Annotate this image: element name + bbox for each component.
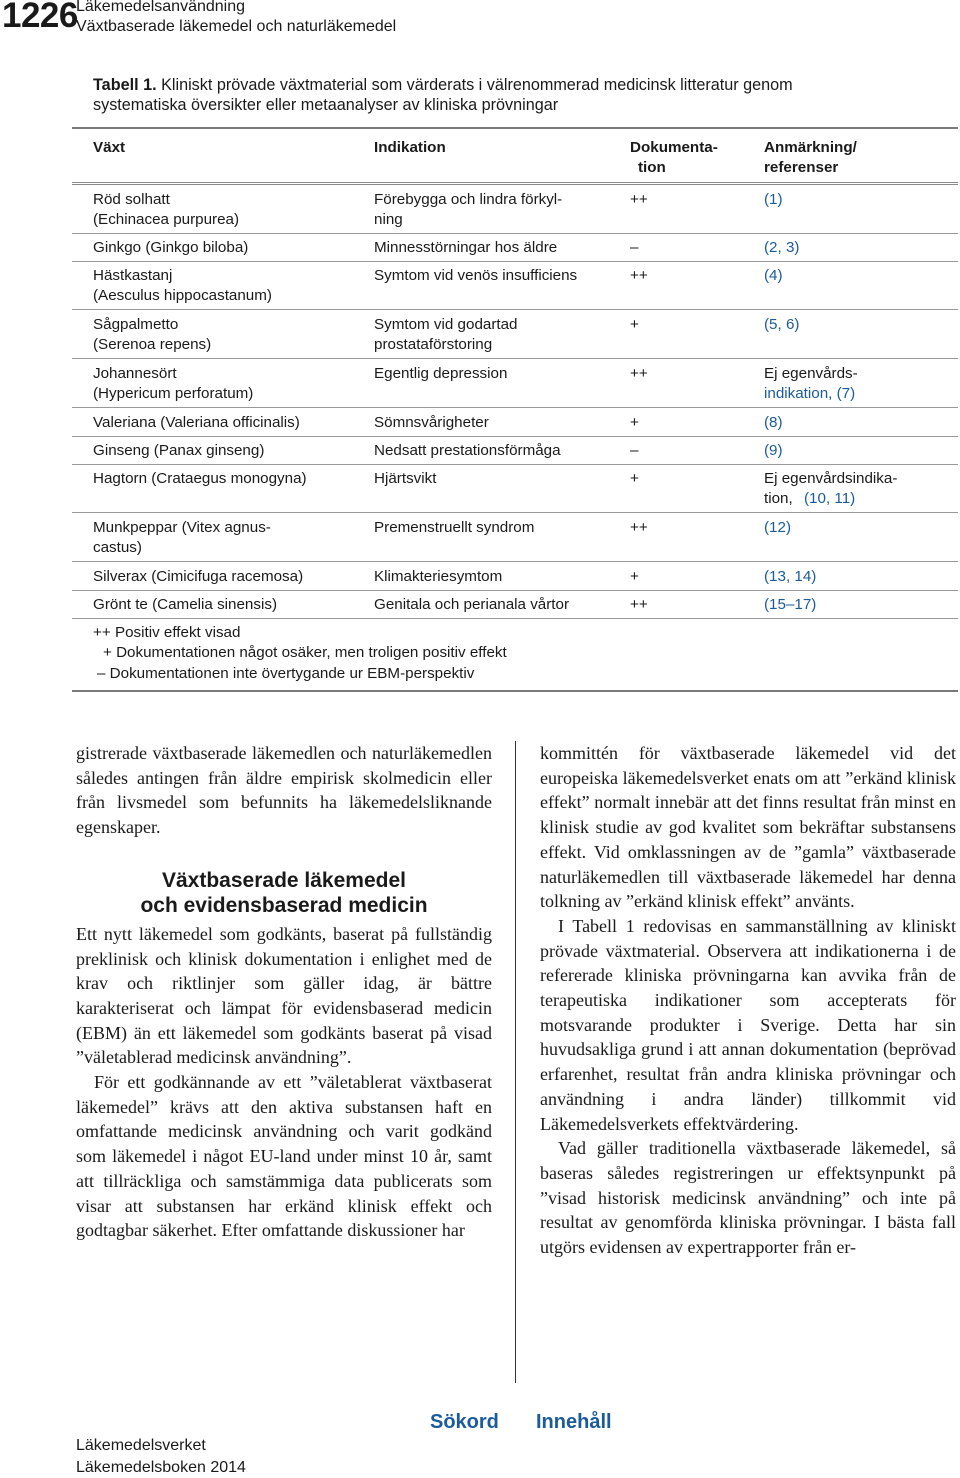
table-row-plant: Ginkgo (Ginkgo biloba) xyxy=(93,239,249,256)
table-row-plant: Grönt te (Camelia sinensis) xyxy=(93,596,278,613)
row-divider xyxy=(72,407,958,408)
table-row-documentation: + xyxy=(630,316,639,333)
table-row-plant: Valeriana (Valeriana officinalis) xyxy=(93,414,300,431)
table-row-indication: Egentlig depression xyxy=(374,365,508,382)
table-row-plant: Sågpalmetto (Serenoa repens) xyxy=(93,316,212,353)
header-indication: Indikation xyxy=(374,139,446,156)
header-documentation-line2: tion xyxy=(638,159,666,176)
table-row-documentation: ++ xyxy=(630,365,648,382)
row-divider xyxy=(72,261,958,262)
row-divider xyxy=(72,561,958,562)
body-paragraph: Vad gäller traditionella växtbaserade läkemedel, så baseras således registreringen ur effektsynpunkt på ”visad historisk medicinsk användning” och inte på resultat av genomförda kliniska prövningar. I bästa fall utgörs evidensen av expertrapporter från er- xyxy=(540,1138,956,1258)
table-row-indication: Sömnsvårigheter xyxy=(374,414,489,431)
table-row-plant: Johannesört (Hypericum perforatum) xyxy=(93,365,254,402)
table-row-indication: Genitala och perianala vårtor xyxy=(374,596,570,613)
table-row-reference[interactable]: (1) xyxy=(764,191,783,208)
header-remarks xyxy=(764,138,954,178)
table-row-indication: Symtom vid godartad prostataförstoring xyxy=(374,316,518,353)
table-row-reference[interactable]: (5, 6) xyxy=(764,316,800,333)
header-remarks-line2: referenser xyxy=(764,159,839,176)
table-row-reference[interactable]: (4) xyxy=(764,267,783,284)
row-divider xyxy=(72,436,958,437)
body-column-right xyxy=(540,741,956,1260)
table-caption-line1: Kliniskt prövade växtmaterial som värderats i välrenommerad medicinsk litteratur genom xyxy=(161,76,793,94)
section-title: Läkemedelsanvändning xyxy=(76,0,246,15)
table-row-plant: Munkpeppar (Vitex agnus- castus) xyxy=(93,519,271,556)
table-row-reference[interactable]: (10, 11) xyxy=(804,490,856,507)
table-row-plant: Röd solhatt (Echinacea purpurea) xyxy=(93,191,240,228)
row-divider xyxy=(72,464,958,465)
header-remarks-line1: Anmärkning/ xyxy=(764,139,857,156)
table-row-indication: Symtom vid venös insufficiens xyxy=(374,267,578,284)
table-row-plant: Hagtorn (Crataegus monogyna) xyxy=(93,470,307,487)
footer-book: Läkemedelsboken 2014 xyxy=(76,1459,246,1476)
table-row-reference[interactable]: (15–17) xyxy=(764,596,817,613)
table-row-reference[interactable]: (13, 14) xyxy=(764,568,817,585)
table-row-indication: Klimakteriesymtom xyxy=(374,568,503,585)
table-row-remark: Ej egenvårdsindika- tion, xyxy=(764,470,898,507)
toc-link[interactable]: Innehåll xyxy=(536,1411,612,1433)
table-row-documentation: + xyxy=(630,414,639,431)
table-row-reference[interactable]: (2, 3) xyxy=(764,239,800,256)
table-row-documentation: ++ xyxy=(630,191,648,208)
table-row-documentation: ++ xyxy=(630,519,648,536)
body-paragraph: gistrerade växtbaserade läkemedlen och naturläkemedlen således antingen från äldre empirisk skolmedicin eller från livsmedel som befunnits ha läkemedelsliknande egenskaper. xyxy=(76,743,492,838)
body-paragraph: För ett godkännande av ett ”väletablerat växtbaserat läkemedel” krävs att den aktiva substansen haft en omfattande medicinsk användning och varit godkänd som läkemedel i något EU-land under minst 10 år, samt att tillräckliga och samstämmiga data publicerats som visar att substansen har erkänd klinisk effekt och godtagbar säkerhet. Efter omfattande diskussioner har xyxy=(76,1072,492,1241)
table-caption xyxy=(93,75,957,115)
table-bottom-rule xyxy=(72,690,958,692)
table-header-rule xyxy=(72,182,958,185)
table-row-reference[interactable]: (8) xyxy=(764,414,783,431)
body-column-left xyxy=(76,741,492,1243)
table-row-indication: Nedsatt prestationsförmåga xyxy=(374,442,561,459)
body-paragraph: kommittén för växtbaserade läkemedel vid det europeiska läkemedelsverket enats om att ”erkänd klinisk effekt” normalt innebär att det finns resultat från minst en klinisk studie av god kvalitet som bekräftar substansens effekt. Vid omklassningen av de ”gamla” växtbaserade naturläkemedlen till växtbaserade läkemedel har denna tolkning av ”erkänd klinisk effekt” använts. xyxy=(540,743,956,912)
row-divider xyxy=(72,233,958,234)
row-divider xyxy=(72,618,958,619)
table-row-remark: Ej egenvårds- indikation, (7) xyxy=(764,365,858,402)
table-row-documentation: – xyxy=(630,239,639,256)
header-documentation-line1: Dokumenta- xyxy=(630,139,718,156)
row-divider xyxy=(72,309,958,310)
table-row-documentation: + xyxy=(630,470,639,487)
table-top-rule xyxy=(72,127,958,129)
remark-text: tion, xyxy=(764,490,793,507)
table-caption-label: Tabell 1. xyxy=(93,76,157,94)
table-row-indication: Förebygga och lindra förkyl- ning xyxy=(374,191,563,228)
row-divider xyxy=(72,590,958,591)
legend-item: ++ Positiv effekt visad xyxy=(93,624,241,641)
row-divider xyxy=(72,358,958,359)
table-row-indication: Hjärtsvikt xyxy=(374,470,437,487)
footer-publisher: Läkemedelsverket xyxy=(76,1437,206,1454)
table-row-documentation: – xyxy=(630,442,639,459)
table-row-documentation: ++ xyxy=(630,596,648,613)
table-row-indication: Premenstruellt syndrom xyxy=(374,519,535,536)
chapter-title: Växtbaserade läkemedel och naturläkemedel xyxy=(76,18,397,35)
page-number: 1226 xyxy=(2,0,78,35)
column-divider xyxy=(515,741,516,1383)
body-paragraph: I Tabell 1 redovisas en sammanställning av kliniskt prövade växtmaterial. Observera att indikationerna i de refererade kliniska prövningarna kan avvika från de terapeutiska indikationer som accepterats för motsvarande produkter i Sverige. Detta har sin huvudsakliga grund i att annan dokumentation (beprövad erfarenhet, resultat från andra kliniska prövningar och användning i andra länder) tillkommit vid Läkemedelsverkets effektvärdering. xyxy=(540,915,956,1134)
row-divider xyxy=(72,512,958,513)
table-row-plant: Silverax (Cimicifuga racemosa) xyxy=(93,568,304,585)
search-link[interactable]: Sökord xyxy=(430,1411,499,1433)
table-row-reference[interactable]: (9) xyxy=(764,442,783,459)
legend-item: + Dokumentationen något osäker, men troligen positiv effekt xyxy=(103,644,507,661)
header-plant: Växt xyxy=(93,139,126,156)
section-heading: Växtbaserade läkemedel och evidensbaserad medicin xyxy=(140,868,428,917)
legend-item: – Dokumentationen inte övertygande ur EBM-perspektiv xyxy=(97,665,475,682)
table-row-documentation: + xyxy=(630,568,639,585)
table-caption-line2: systematiska översikter eller metaanalyser av kliniska prövningar xyxy=(93,96,559,114)
table-row-reference[interactable]: (12) xyxy=(764,519,792,536)
table-row-indication: Minnesstörningar hos äldre xyxy=(374,239,558,256)
body-paragraph: Ett nytt läkemedel som godkänts, baserat på fullständig preklinisk och klinisk dokumentation i enlighet med de krav och riktlinjer som gäller idag, är bättre karakteriserat och lämpat för evidensbaserad medicin (EBM) än ett läkemedel som godkänts baserat på visad ”väletablerad medicinsk användning”. xyxy=(76,923,492,1068)
table-row-plant: Hästkastanj (Aesculus hippocastanum) xyxy=(93,267,272,304)
table-row-plant: Ginseng (Panax ginseng) xyxy=(93,442,265,459)
header-documentation xyxy=(630,138,750,178)
table-row-documentation: ++ xyxy=(630,267,648,284)
